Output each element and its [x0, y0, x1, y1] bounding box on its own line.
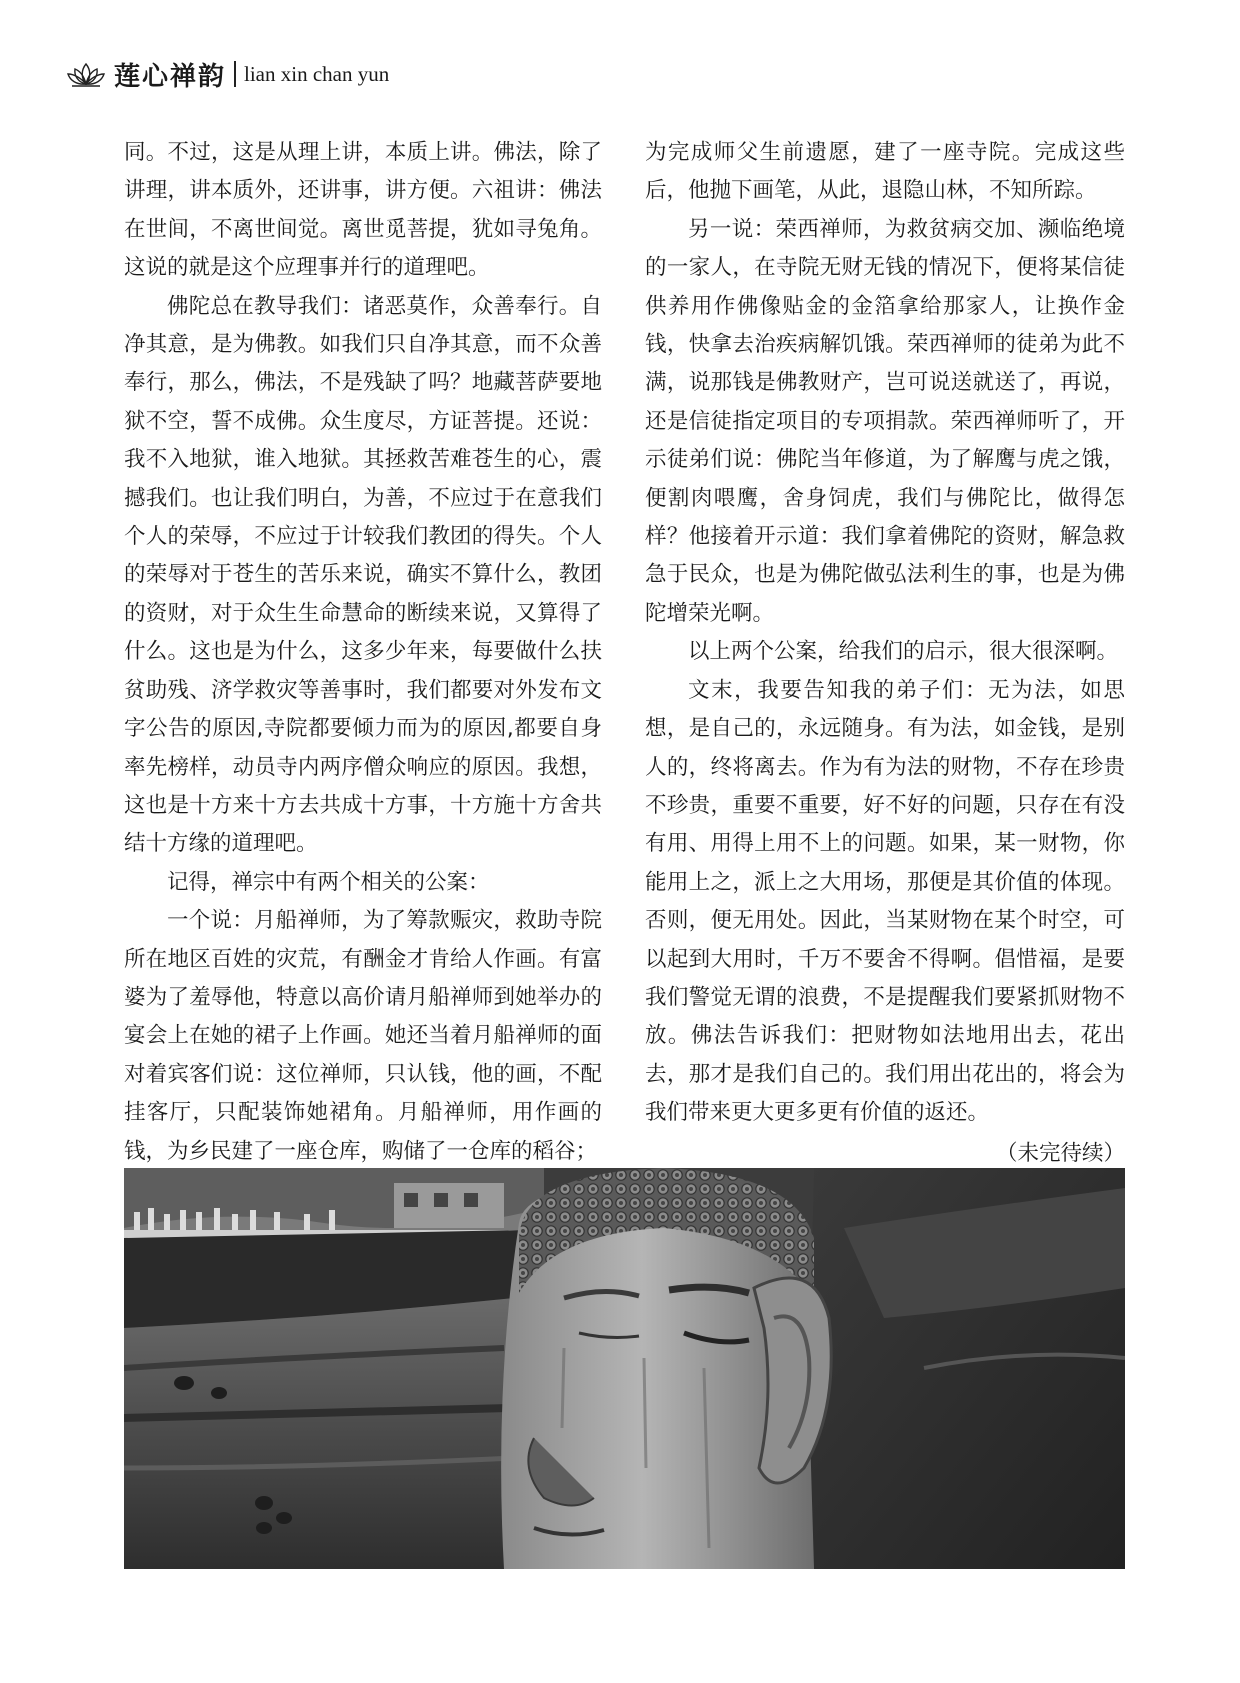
right-text-column: [645, 134, 1125, 1173]
magazine-title-cn: 莲心禅韵: [114, 61, 227, 92]
paragraph: 记得，禅宗中有两个相关的公案：: [167, 869, 490, 895]
buddha-image: [124, 1168, 1125, 1569]
lotus-icon: [66, 60, 106, 88]
magazine-title-en: lian xin chan yun: [244, 61, 390, 86]
paragraph: 佛陀总在教导我们：诸恶莫作，众善奉行。自净其意，是为佛教。如我们只自净其意，而不众善奉行，那么，佛法，不是残缺了吗？地藏菩萨要地狱不空，誓不成佛。众生度尽，方证菩提。还说：我不入地狱，谁入地狱。其拯救苦难苍生的心，震撼我们。也让我们明白，为善，不应过于在意我们个人的荣辱，不应过于计较我们教团的得失。个人的荣辱对于苍生的苦乐来说，确实不算什么，教团的资财，对于众生生命慧命的断续来说，又算得了什么。这也是为什么，这多少年来，每要做什么扶贫助残、济学救灾等善事时，我们都要对外发布文字公告的原因,寺院都要倾力而为的原因,都要自身率先榜样，动员寺内两序僧众响应的原因。我想，这也是十方来十方去共成十方事，十方施十方舍共结十方缘的道理吧。: [124, 293, 602, 857]
paragraph: 一个说：月船禅师，为了筹款赈灾，救助寺院所在地区百姓的灾荒，有酬金才肯给人作画。有富婆为了羞辱他，特意以高价请月船禅师到她举办的宴会上在她的裙子上作画。她还当着月船禅师的面对着宾客们说：这位禅师，只认钱，他的画，不配挂客厅，只配装饰她裙角。月船禅师，用作画的钱，为乡民建了一座仓库，购储了一仓库的稻谷；: [124, 908, 602, 1164]
left-text-column: [124, 134, 602, 1171]
giant-buddha-photo: [124, 1168, 1125, 1569]
paragraph: 另一说：荣西禅师，为救贫病交加、濒临绝境的一家人，在寺院无财无钱的情况下，便将某信徒供养用作佛像贴金的金箔拿给那家人，让换作金钱，快拿去治疾病解饥饿。荣西禅师的徒弟为此不满，说那钱是佛教财产，岂可说送就送了，再说，还是信徒指定项目的专项捐款。荣西禅师听了，开示徒弟们说：佛陀当年修道，为了解鹰与虎之饿，便割肉喂鹰，舍身饲虎，我们与佛陀比，做得怎样？他接着开示道：我们拿着佛陀的资财，解急救急于民众，也是为佛陀做弘法利生的事，也是为佛陀增荣光啊。: [645, 216, 1125, 626]
paragraph: 以上两个公案，给我们的启示，很大很深啊。: [688, 639, 1119, 665]
paragraph: 同。不过，这是从理上讲，本质上讲。佛法，除了讲理，讲本质外，还讲事，讲方便。六祖讲：佛法在世间，不离世间觉。离世觅菩提，犹如寻兔角。这说的就是这个应理事并行的道理吧。: [124, 140, 602, 281]
header-divider: [234, 61, 236, 87]
page-header: [66, 56, 389, 92]
to-be-continued-note: （未完待续）: [995, 1140, 1125, 1166]
paragraph: 文末，我要告知我的弟子们：无为法，如思想，是自己的，永远随身。有为法，如金钱，是别人的，终将离去。作为有为法的财物，不存在珍贵不珍贵，重要不重要，好不好的问题，只存在有没有用、用得上用不上的问题。如果，某一财物，你能用上之，派上之大用场，那便是其价值的体现。否则，便无用处。因此，当某财物在某个时空，可以起到大用时，千万不要舍不得啊。倡惜福，是要我们警觉无谓的浪费，不是提醒我们要紧抓财物不放。佛法告诉我们：把财物如法地用出去，花出去，那才是我们自己的。我们用出花出的，将会为我们带来更大更多更有价值的返还。: [645, 677, 1125, 1126]
paragraph: 为完成师父生前遗愿，建了一座寺院。完成这些后，他抛下画笔，从此，退隐山林，不知所踪。: [645, 140, 1125, 204]
